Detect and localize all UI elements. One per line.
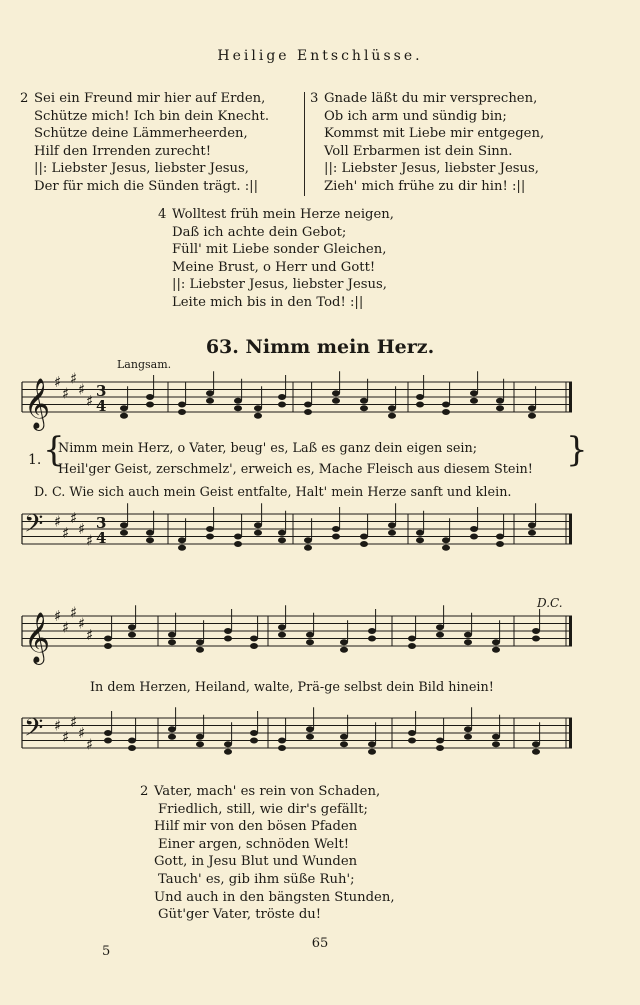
notehead (104, 730, 112, 736)
verse-number: 2 (20, 91, 29, 106)
notehead (496, 541, 504, 547)
notehead (196, 639, 204, 645)
verse-line: Schütze mich! Ich bin dein Knecht. (34, 108, 270, 124)
system-1-treble-staff (0, 370, 640, 440)
verse-line: Leite mich bis in den Tod! :|| (172, 294, 364, 310)
notehead (178, 537, 186, 543)
notehead (206, 534, 214, 540)
notehead (470, 534, 478, 540)
notehead (532, 636, 540, 642)
system-1-bass-staff (0, 502, 640, 572)
sharp-sign: ♯ (62, 727, 70, 746)
verse-line: Sei ein Freund mir hier auf Erden, (34, 91, 266, 106)
notehead (388, 413, 396, 419)
notehead (224, 628, 232, 634)
notehead (464, 639, 472, 645)
verse-line: Füll' mit Liebe sonder Gleichen, (172, 242, 387, 258)
dc-marking: D.C. (537, 596, 563, 610)
sharp-sign: ♯ (54, 716, 62, 735)
verse-line: Friedlich, still, wie dir's gefällt; (158, 801, 368, 817)
final-barline (569, 616, 572, 646)
notehead (128, 632, 136, 638)
notehead (306, 734, 314, 740)
notehead (306, 726, 314, 732)
notehead (368, 741, 376, 747)
notehead (408, 643, 416, 649)
sharp-sign: ♯ (78, 724, 86, 742)
verse-line: Hilf den Irrenden zurecht! (34, 143, 212, 159)
notehead (464, 632, 472, 638)
notehead (250, 738, 258, 744)
notehead (368, 749, 376, 755)
verse-number: 4 (158, 207, 167, 222)
notehead (304, 402, 312, 408)
sharp-sign: ♯ (78, 380, 86, 399)
system-2-bass-staff (0, 706, 640, 776)
notehead (254, 413, 262, 419)
notehead (128, 624, 136, 630)
sharp-sign: ♯ (54, 373, 62, 391)
notehead (278, 745, 286, 751)
verse-2-bottom (140, 783, 395, 924)
notehead (120, 530, 128, 536)
notehead (128, 738, 136, 744)
notehead (470, 398, 478, 404)
time-signature-bottom: 4 (96, 397, 107, 415)
time-signature-top: 3 (96, 514, 107, 532)
signature-mark: 5 (102, 944, 111, 959)
notehead (442, 409, 450, 415)
notehead (442, 402, 450, 408)
time-signature-top: 3 (96, 382, 107, 400)
notehead (168, 632, 176, 638)
notehead (278, 394, 286, 400)
notehead (360, 541, 368, 547)
notehead (306, 632, 314, 638)
notehead (224, 636, 232, 642)
notehead (436, 624, 444, 630)
final-barline (569, 514, 572, 544)
notehead (464, 734, 472, 740)
verse-line: Voll Erbarmen ist dein Sinn. (324, 143, 513, 159)
treble-clef: 𝄞 (24, 378, 51, 429)
notehead (120, 413, 128, 419)
notehead (360, 405, 368, 411)
verse-number: 2 (140, 784, 149, 799)
notehead (254, 522, 262, 528)
verse-line: Gott, in Jesu Blut und Wunden (154, 854, 358, 870)
sharp-sign: ♯ (78, 614, 86, 633)
lyric-line-1: Nimm mein Herz, o Vater, beug' es, Laß es ganz dein eigen sein; (58, 441, 478, 456)
notehead (408, 636, 416, 642)
verse-line: Daß ich achte dein Gebot; (172, 224, 347, 240)
sharp-sign: ♯ (54, 512, 62, 531)
lyric-line-2: Heil'ger Geist, zerschmelz', erweich es, Mache Fleisch aus diesem Stein! (58, 462, 533, 477)
notehead (178, 402, 186, 408)
sharp-sign: ♯ (54, 607, 62, 625)
lyric-line-3: In dem Herzen, Heiland, walte, Prä-ge selbst dein Bild hinein! (90, 680, 494, 695)
sharp-sign: ♯ (70, 712, 78, 731)
treble-clef: 𝄞 (24, 612, 51, 663)
notehead (442, 537, 450, 543)
lyric-brace-right: } (566, 430, 588, 470)
notehead (436, 632, 444, 638)
notehead (340, 647, 348, 653)
lyric-dc-line: D. C. Wie sich auch mein Geist entfalte, Halt' mein Herze sanft und klein. (34, 485, 512, 500)
notehead (120, 522, 128, 528)
notehead (340, 639, 348, 645)
notehead (278, 632, 286, 638)
notehead (528, 405, 536, 411)
sharp-sign: ♯ (70, 370, 78, 388)
final-barline (569, 382, 572, 412)
notehead (496, 534, 504, 540)
bass-clef: 𝄢 (24, 713, 44, 749)
notehead (234, 534, 242, 540)
notehead (196, 647, 204, 653)
notehead (234, 398, 242, 404)
notehead (388, 530, 396, 536)
verse-line: Gnade läßt du mir versprechen, (324, 91, 538, 106)
notehead (442, 545, 450, 551)
sharp-sign: ♯ (86, 625, 94, 644)
system-2-treble-staff (0, 604, 640, 674)
notehead (436, 745, 444, 751)
sharp-sign: ♯ (62, 523, 70, 542)
time-signature-bottom: 4 (96, 529, 107, 547)
notehead (146, 537, 154, 543)
notehead (528, 522, 536, 528)
notehead (168, 639, 176, 645)
notehead (532, 628, 540, 634)
verse-2-top (20, 90, 269, 196)
hymn-title: 63. Nimm mein Herz. (205, 336, 435, 358)
verse-line: Hilf mir von den bösen Pfaden (154, 819, 358, 835)
notehead (416, 537, 424, 543)
verse-number-1: 1. (28, 452, 42, 468)
notehead (492, 647, 500, 653)
notehead (146, 394, 154, 400)
notehead (196, 734, 204, 740)
notehead (304, 409, 312, 415)
notehead (470, 390, 478, 396)
lyric-brace-left: { (43, 430, 65, 470)
notehead (388, 405, 396, 411)
notehead (492, 734, 500, 740)
notehead (104, 738, 112, 744)
notehead (178, 545, 186, 551)
sharp-sign: ♯ (78, 520, 86, 538)
notehead (340, 741, 348, 747)
notehead (492, 741, 500, 747)
notehead (234, 405, 242, 411)
notehead (416, 402, 424, 408)
verse-number: 3 (310, 91, 319, 106)
notehead (196, 741, 204, 747)
notehead (436, 738, 444, 744)
notehead (306, 639, 314, 645)
notehead (104, 636, 112, 642)
sharp-sign: ♯ (86, 735, 94, 754)
notehead (278, 530, 286, 536)
notehead (250, 730, 258, 736)
notehead (224, 741, 232, 747)
verse-line: Ob ich arm und sündig bin; (324, 108, 507, 124)
verse-line: ||: Liebster Jesus, liebster Jesus, (34, 161, 249, 177)
verse-line: Schütze deine Lämmerheerden, (34, 126, 248, 142)
notehead (304, 545, 312, 551)
notehead (278, 402, 286, 408)
notehead (496, 405, 504, 411)
notehead (146, 402, 154, 408)
notehead (206, 526, 214, 532)
page-number: 65 (311, 936, 329, 951)
notehead (532, 749, 540, 755)
notehead (168, 726, 176, 732)
verse-line: Wolltest früh mein Herze neigen, (172, 207, 394, 222)
notehead (340, 734, 348, 740)
notehead (224, 749, 232, 755)
running-head: Heilige Entschlüsse. (217, 48, 423, 64)
notehead (332, 390, 340, 396)
verse-line: Der für mich die Sünden trägt. :|| (34, 178, 259, 194)
notehead (278, 738, 286, 744)
notehead (388, 522, 396, 528)
sharp-sign: ♯ (70, 604, 78, 622)
notehead (168, 734, 176, 740)
notehead (470, 526, 478, 532)
notehead (408, 730, 416, 736)
notehead (496, 398, 504, 404)
notehead (250, 636, 258, 642)
notehead (104, 643, 112, 649)
notehead (234, 541, 242, 547)
notehead (278, 624, 286, 630)
verse-line: Und auch in den bängsten Stunden, (154, 889, 395, 905)
notehead (528, 530, 536, 536)
sharp-sign: ♯ (86, 531, 94, 550)
notehead (206, 390, 214, 396)
notehead (206, 398, 214, 404)
verse-line: Vater, mach' es rein von Schaden, (154, 784, 381, 799)
notehead (304, 537, 312, 543)
notehead (416, 394, 424, 400)
notehead (254, 405, 262, 411)
notehead (360, 534, 368, 540)
notehead (528, 413, 536, 419)
notehead (254, 530, 262, 536)
sharp-sign: ♯ (86, 391, 94, 410)
verse-line: Kommst mit Liebe mir entgegen, (324, 126, 545, 142)
notehead (332, 534, 340, 540)
sharp-sign: ♯ (62, 618, 70, 637)
verse-line: Einer argen, schnöden Welt! (158, 836, 350, 852)
column-divider (304, 92, 305, 196)
sharp-sign: ♯ (62, 384, 70, 403)
notehead (332, 526, 340, 532)
sharp-sign: ♯ (70, 508, 78, 527)
verse-3-top (310, 90, 544, 196)
verse-line: ||: Liebster Jesus, liebster Jesus, (324, 161, 539, 177)
notehead (128, 745, 136, 751)
tempo-marking: Langsam. (117, 358, 172, 371)
notehead (360, 398, 368, 404)
verse-4-top (158, 206, 394, 312)
notehead (120, 405, 128, 411)
notehead (368, 636, 376, 642)
notehead (368, 628, 376, 634)
notehead (408, 738, 416, 744)
notehead (178, 409, 186, 415)
verse-line: Zieh' mich frühe zu dir hin! :|| (324, 178, 526, 194)
notehead (492, 639, 500, 645)
notehead (278, 537, 286, 543)
notehead (532, 741, 540, 747)
notehead (146, 530, 154, 536)
final-barline (569, 718, 572, 748)
notehead (464, 726, 472, 732)
bass-clef: 𝄢 (24, 509, 44, 545)
notehead (332, 398, 340, 404)
verse-line: Güt'ger Vater, tröste du! (158, 907, 322, 923)
verse-line: ||: Liebster Jesus, liebster Jesus, (172, 277, 387, 293)
verse-line: Meine Brust, o Herr und Gott! (172, 259, 376, 275)
verse-line: Tauch' es, gib ihm süße Ruh'; (158, 871, 355, 887)
notehead (416, 530, 424, 536)
notehead (250, 643, 258, 649)
